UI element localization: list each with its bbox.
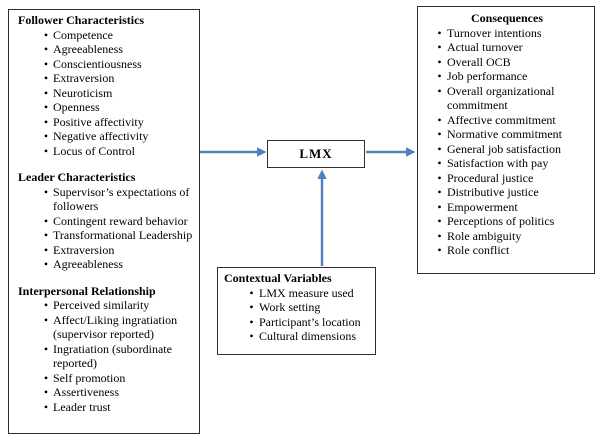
list-item (423, 127, 591, 142)
list-item (18, 86, 196, 101)
arrow-contextual-to-lmx (317, 170, 326, 267)
list-item (423, 185, 591, 200)
bullet-icon: • (437, 40, 442, 54)
bullet-icon: • (437, 25, 442, 40)
bullet-icon: • (43, 56, 49, 71)
list-item-text: Assertiveness (53, 385, 119, 399)
leader-characteristics-title: Leader Characteristics (18, 170, 136, 184)
list-item (423, 113, 591, 128)
list-item (423, 243, 591, 258)
list-item-text: Role ambiguity (447, 228, 522, 243)
bullet-icon: • (249, 314, 254, 329)
list-item-text: Neuroticism (53, 85, 113, 100)
list-item-text: Agreeableness (53, 42, 123, 56)
list-item (224, 315, 372, 330)
list-item (18, 71, 196, 86)
consequences-title: Consequences (470, 11, 543, 25)
list-item-text: Actual turnover (447, 40, 523, 54)
list-item (18, 100, 196, 115)
bullet-icon: • (43, 312, 49, 327)
bullet-icon: • (43, 114, 49, 129)
list-item (423, 200, 591, 215)
bullet-icon: • (43, 341, 49, 356)
list-item-text: Agreeableness (53, 257, 123, 271)
list-item-text: Negative affectivity (53, 129, 149, 143)
bullet-icon: • (437, 199, 442, 214)
list-item (18, 57, 196, 72)
list-item-text: Openness (53, 100, 100, 114)
antecedents-box (8, 9, 200, 434)
list-item-text: Supervisor’s expectations of followers (53, 184, 190, 213)
list-item (423, 229, 591, 244)
list-item (18, 228, 196, 243)
list-item-text: Procedural justice (447, 170, 534, 185)
list-item-text: Transformational Leadership (53, 228, 193, 242)
list-item-text: Overall organizational commitment (447, 83, 555, 112)
bullet-icon: • (249, 300, 254, 314)
list-item-text: Empowerment (447, 199, 518, 214)
bullet-icon: • (43, 298, 49, 312)
list-item-text: Extraversion (53, 71, 115, 85)
list-item-text: Affective commitment (447, 112, 556, 127)
bullet-icon: • (43, 228, 49, 242)
bullet-icon: • (43, 242, 49, 257)
leader-characteristics-section (18, 170, 196, 272)
list-item-text: Contingent reward behavior (53, 213, 188, 228)
bullet-icon: • (43, 143, 49, 158)
list-item-text: Self promotion (53, 370, 126, 385)
list-item-text: Job performance (447, 69, 528, 83)
interpersonal-relationship-list (18, 298, 196, 414)
bullet-icon: • (43, 213, 49, 228)
bullet-icon: • (43, 184, 49, 199)
bullet-icon: • (437, 214, 442, 228)
contextual-variables-list (224, 286, 372, 344)
list-item-text: Extraversion (53, 242, 115, 257)
bullet-icon: • (43, 385, 49, 399)
list-item (18, 313, 196, 342)
bullet-icon: • (43, 27, 49, 42)
list-item-text: Participant’s location (259, 314, 361, 329)
list-item (18, 115, 196, 130)
list-item-text: Work setting (259, 300, 321, 314)
list-item-text: Ingratiation (subordinate reported) (53, 341, 172, 370)
list-item (18, 342, 196, 371)
list-item-text: Perceived similarity (53, 298, 150, 312)
bullet-icon: • (437, 54, 442, 69)
lmx-label: LMX (299, 145, 333, 161)
bullet-icon: • (437, 127, 442, 141)
list-item-text: Perceptions of politics (447, 214, 555, 228)
bullet-icon: • (43, 42, 49, 56)
list-item (18, 400, 196, 415)
list-item-text: Leader trust (53, 399, 111, 414)
list-item (18, 185, 196, 214)
bullet-icon: • (437, 83, 442, 98)
bullet-icon: • (249, 285, 254, 300)
list-item (18, 144, 196, 159)
list-item-text: Conscientiousness (53, 56, 142, 71)
bullet-icon: • (43, 370, 49, 385)
bullet-icon: • (43, 100, 49, 114)
list-item (423, 26, 591, 41)
list-item-text: Normative commitment (447, 127, 562, 141)
list-item (423, 84, 591, 113)
contextual-variables-title: Contextual Variables (224, 271, 332, 285)
bullet-icon: • (437, 243, 442, 257)
list-item (18, 243, 196, 258)
list-item-text: Turnover intentions (447, 25, 542, 40)
arrow-head-right-icon (257, 147, 267, 156)
list-item (423, 214, 591, 229)
list-item (224, 300, 372, 315)
list-item (224, 286, 372, 301)
list-item (18, 129, 196, 144)
list-item (423, 40, 591, 55)
list-item (423, 142, 591, 157)
bullet-icon: • (43, 257, 49, 271)
list-item-text: Satisfaction with pay (447, 156, 549, 170)
follower-characteristics-list (18, 28, 196, 159)
list-item (18, 298, 196, 313)
list-item (18, 385, 196, 400)
list-item-text: Affect/Liking ingratiation (supervisor reported) (53, 312, 178, 341)
list-item (224, 329, 372, 344)
bullet-icon: • (43, 85, 49, 100)
bullet-icon: • (437, 185, 442, 199)
bullet-icon: • (437, 141, 442, 156)
list-item-text: General job satisfaction (447, 141, 561, 156)
arrow-antecedents-to-lmx (200, 147, 267, 156)
list-item (18, 371, 196, 386)
leader-characteristics-list (18, 185, 196, 272)
list-item-text: Distributive justice (447, 185, 539, 199)
lmx-box (267, 140, 365, 168)
bullet-icon: • (43, 399, 49, 414)
contextual-variables-box (217, 267, 376, 355)
list-item (18, 214, 196, 229)
bullet-icon: • (437, 228, 442, 243)
list-item-text: Overall OCB (447, 54, 511, 69)
consequences-box (417, 6, 595, 274)
arrow-head-right-icon (406, 147, 416, 156)
bullet-icon: • (437, 156, 442, 170)
list-item-text: Positive affectivity (53, 114, 144, 129)
bullet-icon: • (43, 129, 49, 143)
follower-characteristics-section (18, 13, 196, 158)
bullet-icon: • (437, 69, 442, 83)
list-item (18, 257, 196, 272)
bullet-icon: • (437, 170, 442, 185)
list-item (423, 69, 591, 84)
bullet-icon: • (437, 112, 442, 127)
arrow-lmx-to-consequences (366, 147, 416, 156)
list-item-text: LMX measure used (259, 285, 354, 300)
list-item (18, 28, 196, 43)
interpersonal-relationship-section (18, 284, 196, 415)
list-item-text: Cultural dimensions (259, 329, 356, 343)
follower-characteristics-title: Follower Characteristics (18, 13, 145, 27)
arrow-head-up-icon (317, 170, 326, 180)
list-item (18, 42, 196, 57)
list-item-text: Role conflict (447, 243, 510, 257)
list-item-text: Competence (53, 27, 113, 42)
bullet-icon: • (249, 329, 254, 343)
bullet-icon: • (43, 71, 49, 85)
interpersonal-relationship-title: Interpersonal Relationship (18, 283, 156, 298)
list-item-text: Locus of Control (53, 143, 135, 158)
list-item (423, 55, 591, 70)
list-item (423, 171, 591, 186)
consequences-list (423, 26, 591, 258)
list-item (423, 156, 591, 171)
